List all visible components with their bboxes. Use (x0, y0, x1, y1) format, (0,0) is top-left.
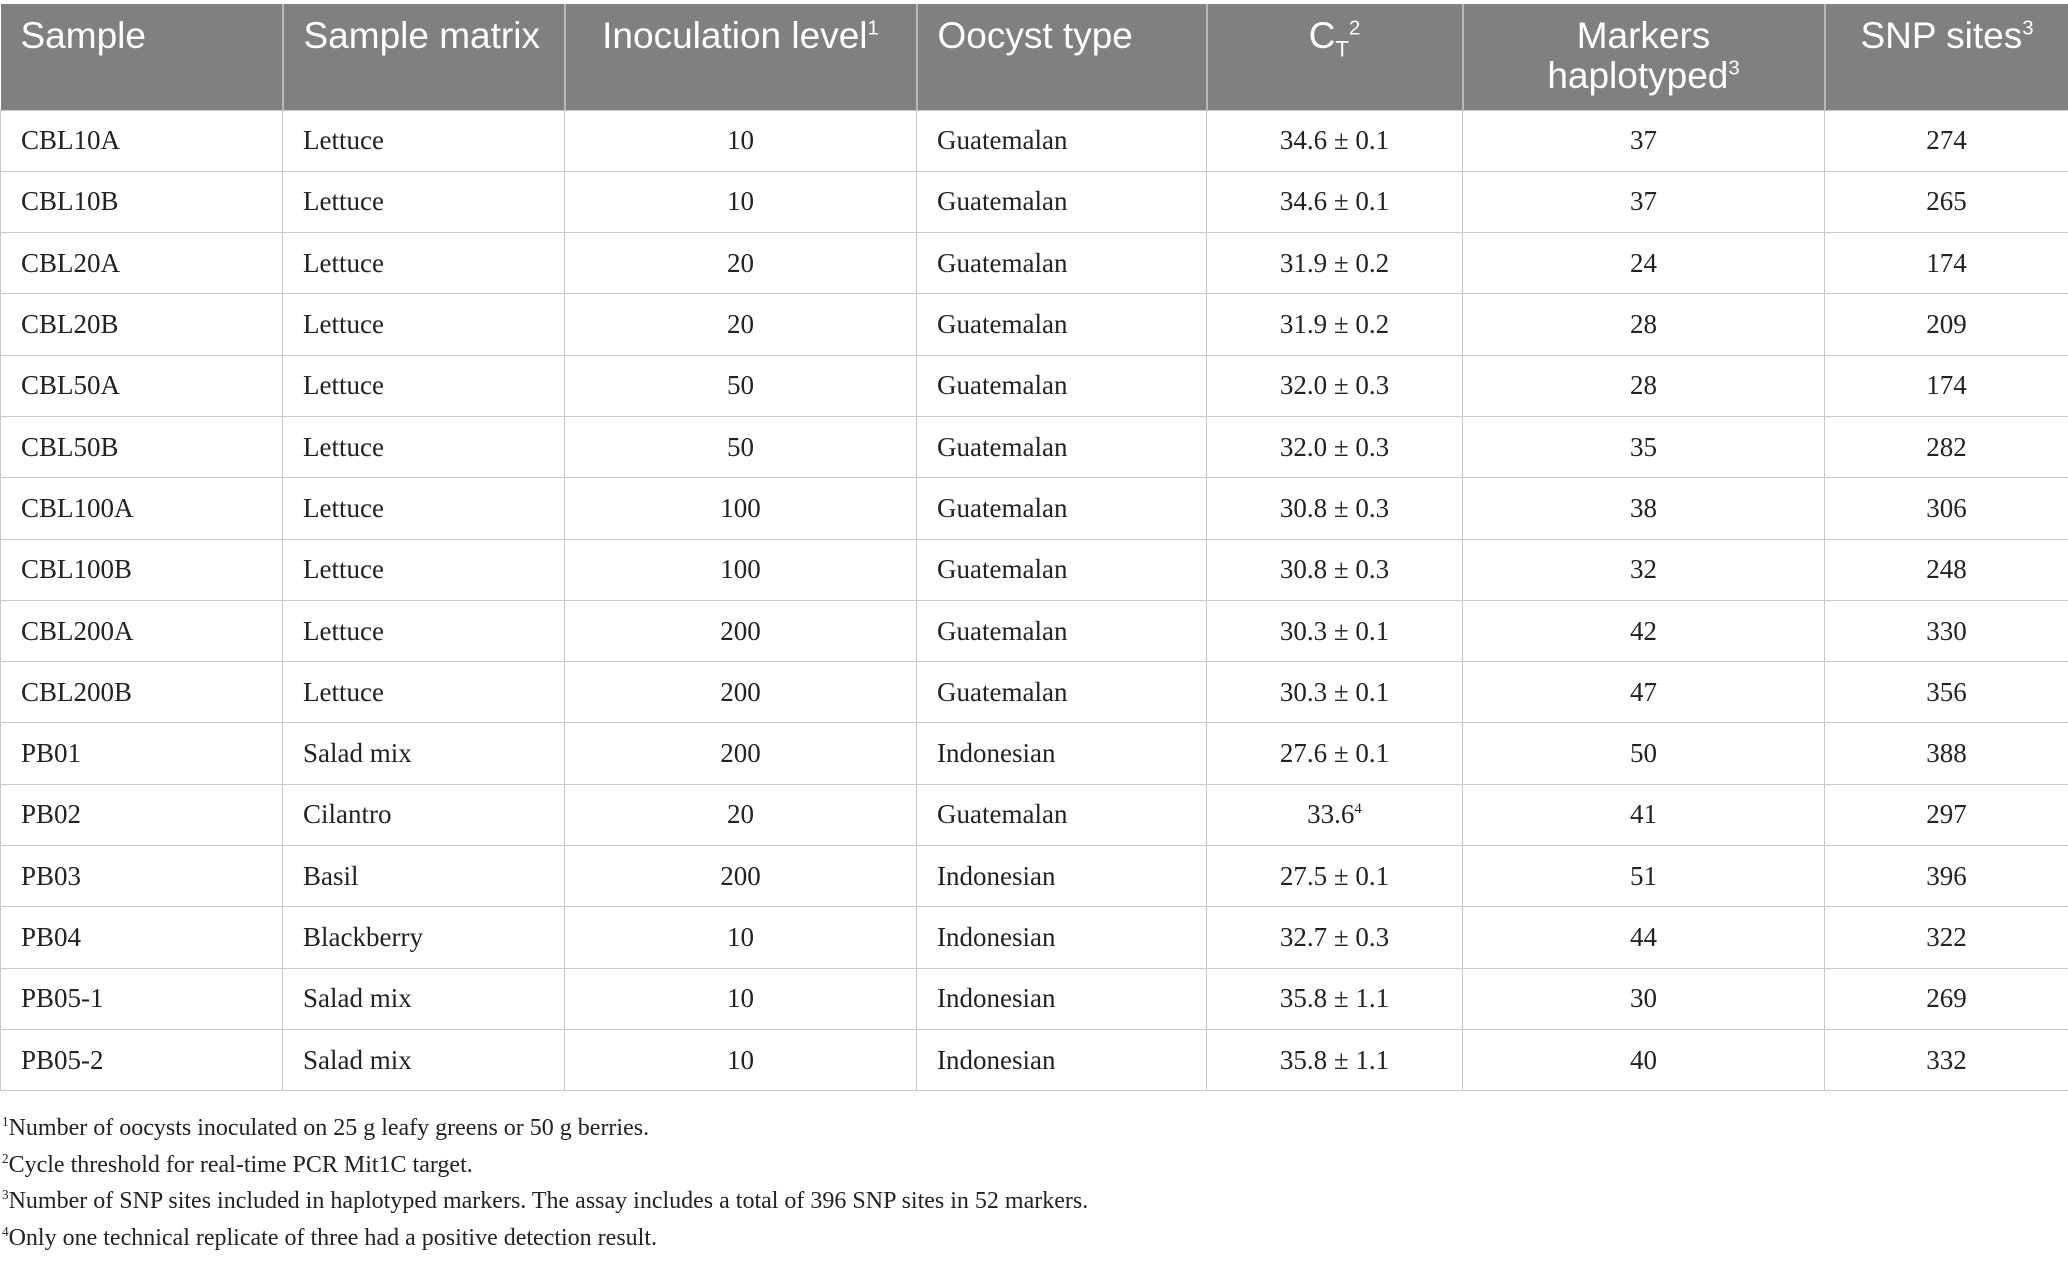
cell-snp-sites: 396 (1825, 846, 2068, 907)
cell-oocyst-type: Guatemalan (917, 600, 1207, 661)
cell-oocyst-type: Guatemalan (917, 416, 1207, 477)
header-sample-matrix: Sample matrix (283, 4, 565, 110)
cell-ct: 30.8 ± 0.3 (1207, 478, 1463, 539)
table-row (1, 1029, 2068, 1090)
footnote-text: Number of oocysts inoculated on 25 g leafy greens or 50 g berries. (8, 1115, 650, 1141)
cell-oocyst-type: Indonesian (917, 968, 1207, 1029)
cell-sample: PB02 (1, 784, 283, 845)
header-snp-sites: SNP sites$^3$ (1825, 4, 2068, 110)
table-row (1, 968, 2068, 1029)
cell-oocyst-type: Guatemalan (917, 662, 1207, 723)
footnote (2, 1183, 2062, 1220)
cell-ct: 30.3 ± 0.1 (1207, 600, 1463, 661)
cell-snp-sites: 174 (1825, 355, 2068, 416)
cell-oocyst-type: Guatemalan (917, 784, 1207, 845)
cell-sample: PB05-2 (1, 1029, 283, 1090)
header-oocyst-type: Oocyst type (917, 4, 1207, 110)
cell-sample: CBL100A (1, 478, 283, 539)
footnote-text: Number of SNP sites included in haplotyped markers. The assay includes a total of 396 SNP sites in 52 markers. (8, 1188, 1089, 1214)
cell-sample-matrix: Lettuce (283, 110, 565, 171)
cell-sample: CBL20A (1, 233, 283, 294)
cell-snp-sites: 174 (1825, 233, 2068, 294)
table-row (1, 294, 2068, 355)
cell-oocyst-type: Indonesian (917, 907, 1207, 968)
cell-sample: CBL200A (1, 600, 283, 661)
cell-inoculation-level: 100 (565, 478, 917, 539)
cell-ct: 27.5 ± 0.1 (1207, 846, 1463, 907)
results-table (0, 4, 2068, 1091)
table-body (1, 110, 2068, 1091)
cell-snp-sites: 248 (1825, 539, 2068, 600)
cell-snp-sites: 306 (1825, 478, 2068, 539)
cell-ct: 32.0 ± 0.3 (1207, 355, 1463, 416)
cell-markers-haplotyped: 28 (1463, 294, 1825, 355)
header-ct: $C_T^2$ (1207, 4, 1463, 110)
cell-ct: 32.0 ± 0.3 (1207, 416, 1463, 477)
cell-oocyst-type: Indonesian (917, 723, 1207, 784)
cell-markers-haplotyped: 24 (1463, 233, 1825, 294)
cell-snp-sites: 356 (1825, 662, 2068, 723)
cell-inoculation-level: 10 (565, 110, 917, 171)
footnote (2, 1220, 2062, 1257)
cell-sample: CBL100B (1, 539, 283, 600)
cell-ct: 27.6 ± 0.1 (1207, 723, 1463, 784)
cell-snp-sites: 265 (1825, 171, 2068, 232)
footnote-text: Cycle threshold for real-time PCR Mit1C target. (8, 1151, 473, 1178)
cell-snp-sites: 274 (1825, 110, 2068, 171)
cell-markers-haplotyped: 32 (1463, 539, 1825, 600)
table-row (1, 478, 2068, 539)
cell-markers-haplotyped: 47 (1463, 662, 1825, 723)
table-row (1, 171, 2068, 232)
cell-ct: 34.6 ± 0.1 (1207, 171, 1463, 232)
table-row (1, 846, 2068, 907)
cell-markers-haplotyped: 40 (1463, 1029, 1825, 1090)
table-row (1, 233, 2068, 294)
cell-markers-haplotyped: 37 (1463, 171, 1825, 232)
cell-ct: 34.6 ± 0.1 (1207, 110, 1463, 171)
cell-inoculation-level: 20 (565, 294, 917, 355)
table-row (1, 784, 2068, 845)
cell-oocyst-type: Guatemalan (917, 294, 1207, 355)
cell-sample: PB04 (1, 907, 283, 968)
cell-ct: 30.8 ± 0.3 (1207, 539, 1463, 600)
cell-inoculation-level: 200 (565, 600, 917, 661)
cell-inoculation-level: 50 (565, 355, 917, 416)
cell-oocyst-type: Indonesian (917, 846, 1207, 907)
header-sample: Sample (1, 4, 283, 110)
cell-snp-sites: 330 (1825, 600, 2068, 661)
cell-ct: 31.9 ± 0.2 (1207, 233, 1463, 294)
cell-sample: CBL50A (1, 355, 283, 416)
footnote-marker: 1 (2, 1114, 9, 1129)
table-row (1, 539, 2068, 600)
table-row (1, 662, 2068, 723)
cell-snp-sites: 322 (1825, 907, 2068, 968)
footnotes (2, 1110, 2062, 1256)
cell-sample-matrix: Blackberry (283, 907, 565, 968)
cell-markers-haplotyped: 35 (1463, 416, 1825, 477)
table-row (1, 723, 2068, 784)
cell-inoculation-level: 10 (565, 1029, 917, 1090)
table-row (1, 355, 2068, 416)
cell-sample-matrix: Lettuce (283, 600, 565, 661)
cell-ct: 32.7 ± 0.3 (1207, 907, 1463, 968)
footnote-marker: 4 (2, 1223, 9, 1239)
cell-sample-matrix: Lettuce (283, 662, 565, 723)
cell-markers-haplotyped: 37 (1463, 110, 1825, 171)
cell-sample: CBL200B (1, 662, 283, 723)
cell-snp-sites: 297 (1825, 784, 2068, 845)
header-markers-haplotyped: Markers haplotyped$^3$ (1463, 4, 1825, 110)
cell-oocyst-type: Guatemalan (917, 171, 1207, 232)
cell-sample-matrix: Lettuce (283, 539, 565, 600)
cell-inoculation-level: 20 (565, 784, 917, 845)
table-row (1, 907, 2068, 968)
cell-inoculation-level: 100 (565, 539, 917, 600)
cell-sample: CBL10A (1, 110, 283, 171)
cell-sample: PB01 (1, 723, 283, 784)
cell-snp-sites: 388 (1825, 723, 2068, 784)
table-row (1, 110, 2068, 171)
cell-oocyst-type: Guatemalan (917, 233, 1207, 294)
cell-sample-matrix: Lettuce (283, 416, 565, 477)
cell-sample: CBL10B (1, 171, 283, 232)
cell-inoculation-level: 20 (565, 233, 917, 294)
cell-snp-sites: 269 (1825, 968, 2068, 1029)
cell-sample-matrix: Lettuce (283, 233, 565, 294)
cell-inoculation-level: 10 (565, 171, 917, 232)
cell-snp-sites: 282 (1825, 416, 2068, 477)
cell-ct: 33.6$^4$ (1207, 784, 1463, 845)
cell-sample-matrix: Lettuce (283, 355, 565, 416)
cell-markers-haplotyped: 51 (1463, 846, 1825, 907)
cell-markers-haplotyped: 28 (1463, 355, 1825, 416)
cell-sample-matrix: Lettuce (283, 294, 565, 355)
cell-markers-haplotyped: 50 (1463, 723, 1825, 784)
cell-inoculation-level: 10 (565, 968, 917, 1029)
cell-ct: 30.3 ± 0.1 (1207, 662, 1463, 723)
cell-oocyst-type: Guatemalan (917, 539, 1207, 600)
cell-markers-haplotyped: 38 (1463, 478, 1825, 539)
footnote-text: Only one technical replicate of three had a positive detection result. (8, 1224, 658, 1251)
footnote (2, 1147, 2062, 1184)
cell-markers-haplotyped: 44 (1463, 907, 1825, 968)
footnote-marker: 4 (1354, 801, 1362, 818)
cell-ct: 35.8 ± 1.1 (1207, 1029, 1463, 1090)
cell-markers-haplotyped: 42 (1463, 600, 1825, 661)
cell-ct: 35.8 ± 1.1 (1207, 968, 1463, 1029)
cell-markers-haplotyped: 30 (1463, 968, 1825, 1029)
cell-sample-matrix: Salad mix (283, 723, 565, 784)
cell-snp-sites: 209 (1825, 294, 2068, 355)
cell-inoculation-level: 50 (565, 416, 917, 477)
cell-inoculation-level: 200 (565, 846, 917, 907)
footnote-marker: 3 (2, 1187, 9, 1202)
cell-inoculation-level: 10 (565, 907, 917, 968)
cell-sample: CBL20B (1, 294, 283, 355)
cell-sample: PB03 (1, 846, 283, 907)
cell-inoculation-level: 200 (565, 662, 917, 723)
cell-sample-matrix: Cilantro (283, 784, 565, 845)
table-row (1, 600, 2068, 661)
cell-sample: PB05-1 (1, 968, 283, 1029)
cell-oocyst-type: Guatemalan (917, 478, 1207, 539)
cell-sample-matrix: Lettuce (283, 171, 565, 232)
cell-oocyst-type: Guatemalan (917, 355, 1207, 416)
footnote (2, 1110, 2062, 1147)
cell-oocyst-type: Indonesian (917, 1029, 1207, 1090)
header-row (1, 4, 2068, 110)
cell-sample: CBL50B (1, 416, 283, 477)
cell-sample-matrix: Basil (283, 846, 565, 907)
cell-snp-sites: 332 (1825, 1029, 2068, 1090)
cell-sample-matrix: Salad mix (283, 968, 565, 1029)
cell-sample-matrix: Salad mix (283, 1029, 565, 1090)
cell-markers-haplotyped: 41 (1463, 784, 1825, 845)
cell-ct: 31.9 ± 0.2 (1207, 294, 1463, 355)
cell-inoculation-level: 200 (565, 723, 917, 784)
header-inoculation-level: Inoculation level$^1$ (565, 4, 917, 110)
cell-sample-matrix: Lettuce (283, 478, 565, 539)
table-row (1, 416, 2068, 477)
footnote-marker: 2 (2, 1150, 9, 1166)
cell-oocyst-type: Guatemalan (917, 110, 1207, 171)
